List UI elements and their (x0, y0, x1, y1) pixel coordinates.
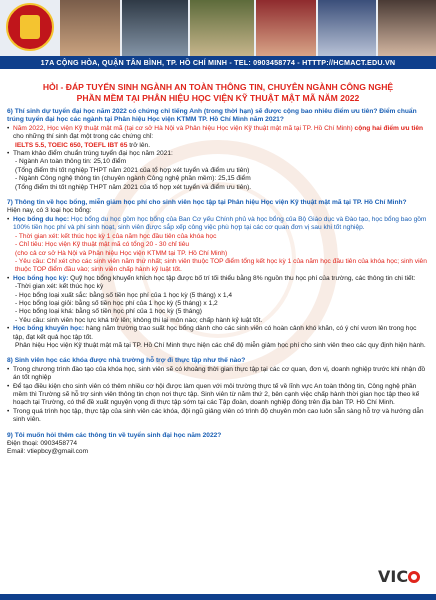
faq-content (7, 108, 429, 457)
q7-hb2-detail: - Học bổng loại xuất sắc: bằng số tiền học phí của 1 học kỳ (5 tháng) x 1,4 (15, 291, 232, 299)
header-photo (60, 0, 120, 56)
q6-certs (7, 142, 429, 150)
q7-hb2-detail: -Thời gian xét: kết thúc học kỳ (15, 283, 104, 291)
q6-bullet-1 (7, 125, 429, 142)
vico-o-icon (408, 571, 420, 583)
vico-text-vi: VI (378, 567, 397, 586)
q6-detail: - Ngành An toàn thông tin: 25,10 điểm (15, 158, 127, 166)
question-8: 8) Sinh viên học các khóa được nhà trường hỗ trợ đi thực tập như thế nào? (7, 357, 246, 365)
question-6: 6) Thí sinh dự tuyển đại học năm 2022 có chứng chỉ tiếng Anh (trong thời hạn) sẽ được cộng bao nhiêu điểm ưu tiên? Điểm chuẩn trúng tuyển đại học các ngành tại Phân hiệu Học viện KTMM TP. Hồ Chí Minh năm 2021? (7, 108, 417, 124)
q7-hb3-text: hàng năm trường trao suất học bổng dành cho các sinh viên có hoàn cảnh khó khăn, có ý chí vươn lên trong học tập, đạt kết quả học tập tốt. (13, 325, 417, 341)
header-photo (122, 0, 188, 56)
vico-text-c: C (396, 567, 409, 586)
page-title (10, 82, 426, 104)
q8-bullet: • Trong quá trình học tập, thực tập của sinh viên các khóa, đội ngũ giảng viên có trình độ chuyên môn cao luôn sẵn sàng hỗ trợ và hướng dẫn sinh viên. (7, 408, 429, 425)
q6-certs-list: IELTS 5.5, TOEIC 650, TOEFL IBT 65 (15, 141, 128, 149)
address-bar: 17A CỘNG HÒA, QUẬN TÂN BÌNH, TP. HỒ CHÍ MINH - TEL: 0903458774 - HTTTP://HCMACT.EDU.VN (0, 56, 436, 69)
q6-b1-red: Năm 2022, Học viện Kỹ thuật mật mã (tại cơ sở Hà Nội và Phân hiệu Học viện Kỹ thuật mật mã tại TP. Hồ Chí Minh) (13, 124, 353, 132)
q8-bullet: • Trong chương trình đào tạo của khóa học, sinh viên sẽ có khoảng thời gian thực tập tại các cơ quan, đơn vị, doanh nghiệp trước khi nhận đồ án tốt nghiệp (7, 366, 429, 383)
q7-scholarship-3 (7, 325, 429, 342)
q6-detail: (Tổng điểm thi tốt nghiệp THPT năm 2021 của tổ hợp xét tuyển và điểm ưu tiên). (15, 183, 252, 191)
title-line-1: HỎI - ĐÁP TUYỂN SINH NGÀNH AN TOÀN THÔNG TIN, CHUYÊN NGÀNH CÔNG NGHỆ (42, 82, 394, 92)
q7-hb1-lead: Học bổng du học: (13, 215, 70, 223)
q8-bullet: • Để tạo điều kiện cho sinh viên có thêm nhiều cơ hội được làm quen với môi trường thực tế về lĩnh vực An toàn thông tin, Công nghệ phần mềm thì Trường sẽ hỗ trợ sinh viên thông tin chọn nơi thực tập. Sinh viên từ năm thứ 2, bên cạnh việc chấp hành thời gian học tập theo kế hoạch tại Trường, có thể đề xuất nguyện vọng đi thực tập sớm tại các Tập đoàn, doanh nghiệp đóng trên địa bàn TP. Hồ Chí Minh. (7, 383, 429, 408)
title-line-2: PHẦN MỀM TẠI PHÂN HIỆU HỌC VIỆN KỸ THUẬT MẬT MÃ NĂM 2022 (76, 93, 360, 103)
q7-hb1-detail: (cho cả cơ sở Hà Nội và Phân hiệu Học viện KTMM tại TP. Hồ Chí Minh) (15, 249, 228, 257)
q6-detail: - Ngành Công nghệ thông tin (chuyên ngành Công nghệ phần mềm): 25,15 điểm (15, 175, 251, 183)
contact-email: Email: vtiepbcy@gmail.com (7, 448, 89, 456)
q7-intro: Hiện nay, có 3 loại học bổng: (7, 207, 92, 215)
vico-logo (378, 567, 424, 591)
q6-b1-bold: cộng hai điểm ưu tiên (354, 124, 424, 132)
q7-closing: Phân hiệu Học viện Kỹ thuật mật mã tại TP. Hồ Chí Minh thực hiện các chế độ miễn giảm học phí cho sinh viên theo các quy định hiện hành. (15, 341, 426, 349)
q6-bullet-2: • Tham khảo điểm chuẩn trúng tuyển đại học năm 2021: (7, 150, 429, 158)
q7-scholarship-1 (7, 216, 429, 233)
header-photo-strip (0, 0, 436, 56)
question-9: 9) Tôi muốn hỏi thêm các thông tin về tuyển sinh đại học năm 2022? (7, 431, 222, 439)
q7-hb2-detail: - Yêu cầu: sinh viên học lực khá trở lên; không thi lại môn nào; chấp hành kỷ luật tốt. (15, 316, 263, 324)
q6-b1-rest: cho những thí sinh đạt một trong các chứng chỉ: (13, 133, 154, 141)
q7-hb2-lead: Học bổng học kỳ: (13, 274, 69, 282)
header-photo (256, 0, 316, 56)
q7-scholarship-2 (7, 275, 429, 283)
q7-hb1-detail: - Chỉ tiêu: Học viện Kỹ thuật mật mã có tổng 20 - 30 chỉ tiêu (15, 241, 190, 249)
q7-hb2-detail: - Học bổng loại giỏi: bằng số tiền học phí của 1 học kỳ (5 tháng) x 1,2 (15, 299, 218, 307)
academy-logo (6, 3, 54, 51)
header-photo (190, 0, 254, 56)
header-photo (318, 0, 376, 56)
q7-hb2-text: Quỹ học bổng khuyến khích học tập được bố trí tối thiểu bằng 8% nguồn thu học phí của trường, các thông tin chi tiết: (70, 274, 416, 282)
q7-hb2-detail: - Học bổng loại khá: bằng số tiền học phí của 1 học kỳ (5 tháng) (15, 308, 202, 316)
bottom-bar (0, 594, 436, 600)
question-7: 7) Thông tin về học bổng, miễn giảm học phí cho sinh viên học tập tại Phân hiệu Học viện Kỹ thuật mật mã tại TP. Hồ Chí Minh? (7, 199, 407, 207)
q6-detail: (Tổng điểm thi tốt nghiệp THPT năm 2021 của tổ hợp xét tuyển và điểm ưu tiên) (15, 166, 250, 174)
contact-phone: Điện thoại: 0903458774 (7, 440, 78, 448)
q7-hb1-detail: - Yêu cầu: Chỉ xét cho các sinh viên năm thứ nhất; sinh viên thuộc TOP điểm tổng kết học kỳ 1 của năm học đầu tiên của khóa học; sinh viên thuộc TOP điểm đầu vào; sinh viên chấp hành kỷ luật tốt. (15, 257, 427, 274)
q7-hb3-lead: Học bổng khuyến học: (13, 325, 85, 333)
q7-hb1-detail: - Thời gian xét: kết thúc học kỳ 1 của năm học đầu tiên của khóa học (15, 232, 217, 240)
q7-hb1-text: Học bổng du học gồm học bổng của Ban Cơ yếu Chính phủ và học bổng của Bộ Giáo dục và Đào tạo, học bổng bao gồm 100% tiền học phí và phí sinh hoạt, sinh viên được sắp xếp công việc phù hợp tại các cơ quan đơn vị sau khi tốt nghiệp. (13, 215, 427, 232)
header-photo (378, 0, 436, 56)
q6-certs-tail: trở lên. (129, 141, 151, 149)
